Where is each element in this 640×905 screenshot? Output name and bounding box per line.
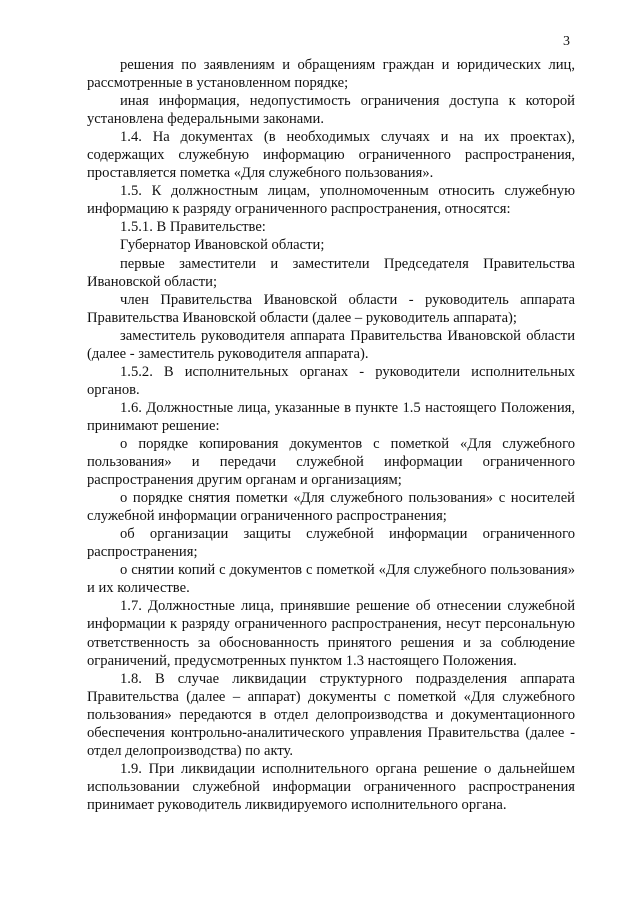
list-item-governor: Губернатор Ивановской области; xyxy=(120,237,325,254)
paragraph-1-6: 1.6. Должностные лица, указанные в пункте 1.5 настоящего Положения, принимают решение: xyxy=(87,399,575,434)
list-item-deputies: первые заместители и заместители Председателя Правительства Ивановской области; xyxy=(87,255,575,290)
paragraph-1-5-2: 1.5.2. В исполнительных органах - руководители исполнительных органов. xyxy=(87,363,575,398)
list-item-removing-mark: о порядке снятия пометки «Для служебного пользования» с носителей служебной информации ограниченного распространения; xyxy=(87,490,575,525)
paragraph-1-4: 1.4. На документах (в необходимых случаях и на их проектах), содержащих служебную информацию ограниченного распространения, проставляется пометка «Для служебного пользования». xyxy=(87,129,575,182)
document-body xyxy=(87,56,575,814)
page-number: 3 xyxy=(563,34,570,49)
list-item-deputy-head-of-staff: заместитель руководителя аппарата Правительства Ивановской области (далее - заместитель руководителя аппарата). xyxy=(87,327,575,362)
list-item-copies: о снятии копий с документов с пометкой «Для служебного пользования» и их количестве. xyxy=(87,562,575,597)
paragraph-1-7: 1.7. Должностные лица, принявшие решение об отнесении служебной информации к разряду ограниченного распространения, несут персональную ответственность за обоснованность принятого решения и за соблюдение ограничений, предусмотренных пунктом 1.3 настоящего Положения. xyxy=(87,598,575,669)
list-item-copying: о порядке копирования документов с пометкой «Для служебного пользования» и передачи служебной информации ограниченного распространения другим органам и организациям; xyxy=(87,435,575,489)
paragraph-1: решения по заявлениям и обращениям граждан и юридических лиц, рассмотренные в установленном порядке; xyxy=(87,57,575,92)
paragraph-1-5: 1.5. К должностным лицам, уполномоченным относить служебную информацию к разряду ограниченного распространения, относятся: xyxy=(87,183,575,218)
paragraph-1-9: 1.9. При ликвидации исполнительного органа решение о дальнейшем использовании служебной информации ограниченного распространения принимает руководитель ликвидируемого исполнительного органа. xyxy=(87,760,575,813)
paragraph-1-5-1: 1.5.1. В Правительстве: xyxy=(120,219,266,236)
list-item-protection: об организации защиты служебной информации ограниченного распространения; xyxy=(87,526,575,561)
paragraph-2: иная информация, недопустимость ограничения доступа к которой установлена федеральными законами. xyxy=(87,93,575,128)
list-item-head-of-staff: член Правительства Ивановской области - руководитель аппарата Правительства Ивановской области (далее – руководитель аппарата); xyxy=(87,291,575,326)
paragraph-1-8: 1.8. В случае ликвидации структурного подразделения аппарата Правительства (далее – аппарат) документы с пометкой «Для служебного пользования» передаются в отдел делопроизводства и документационного обеспечения контрольно-аналитического управления Правительства (далее - отдел делопроизводства) по акту. xyxy=(87,670,575,759)
